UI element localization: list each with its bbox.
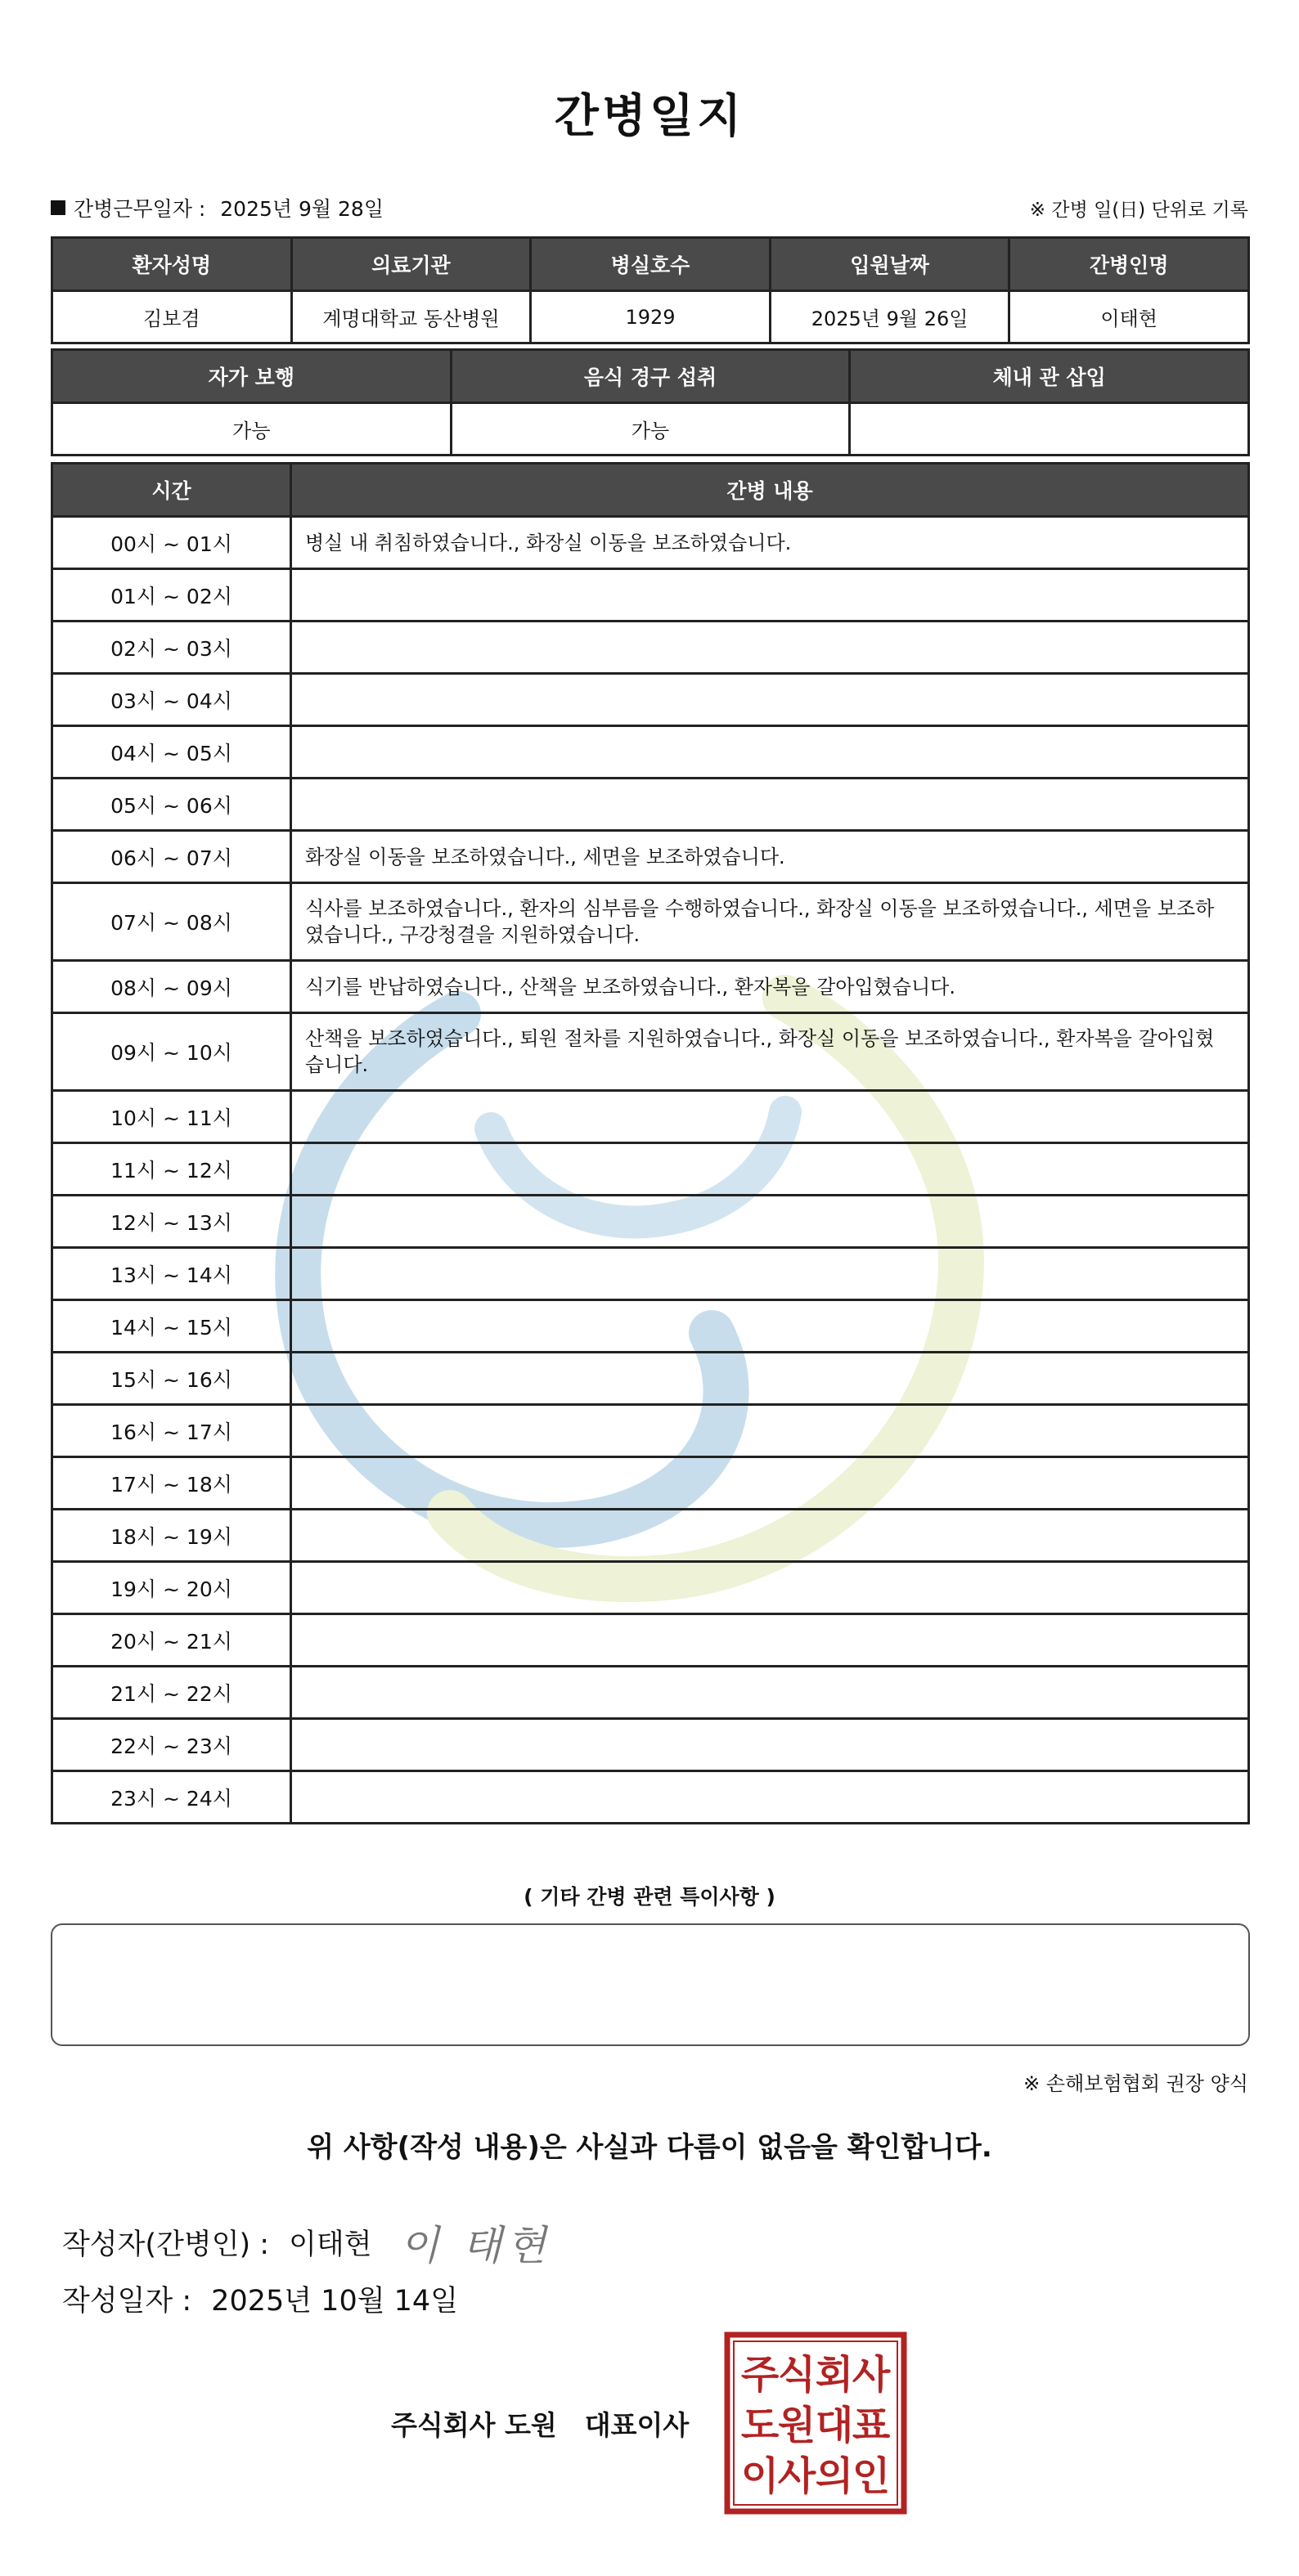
log-time-cell: 14시 ~ 15시 <box>52 1300 291 1353</box>
log-row <box>52 517 1249 569</box>
log-content-cell <box>291 1667 1249 1719</box>
log-row <box>52 1614 1249 1667</box>
page-title: 간병일지 <box>554 90 745 143</box>
daily-record-note: ※ 간병 일(日) 단위로 기록 <box>1029 200 1248 221</box>
work-date-label: 간병근무일자 : <box>74 197 206 221</box>
log-row <box>52 622 1249 674</box>
special-notes-box <box>51 1923 1250 2046</box>
log-row <box>52 1405 1249 1457</box>
log-time-cell: 12시 ~ 13시 <box>52 1196 291 1248</box>
log-content-cell <box>291 1091 1249 1143</box>
svg-text:사: 사 <box>852 2352 891 2398</box>
log-content-cell: 식사를 보조하였습니다., 환자의 심부름을 수행하였습니다., 화장실 이동을 보조하였습니다., 세면을 보조하였습니다., 구강청결을 지원하였습니다. <box>291 883 1249 961</box>
log-time-cell: 23시 ~ 24시 <box>52 1771 291 1824</box>
handwritten-signature: 이 태현 <box>399 2222 551 2269</box>
log-time-cell: 06시 ~ 07시 <box>52 831 291 883</box>
company-name: 주식회사 도원 <box>391 2409 557 2441</box>
log-time-cell: 00시 ~ 01시 <box>52 517 291 569</box>
log-row <box>52 1143 1249 1196</box>
log-time-cell: 15시 ~ 16시 <box>52 1353 291 1405</box>
special-notes-title: ( 기타 간병 관련 특이사항 ) <box>524 1885 775 1909</box>
header-self-walking: 자가 보행 <box>52 350 452 403</box>
log-time-cell: 19시 ~ 20시 <box>52 1562 291 1614</box>
header-care-content: 간병 내용 <box>291 464 1249 517</box>
patient-info-header-row <box>52 238 1249 291</box>
log-row <box>52 726 1249 779</box>
log-content-cell <box>291 1353 1249 1405</box>
log-time-cell: 09시 ~ 10시 <box>52 1013 291 1091</box>
status-header-row <box>52 350 1249 403</box>
log-row <box>52 779 1249 831</box>
log-time-cell: 13시 ~ 14시 <box>52 1248 291 1300</box>
written-date-label: 작성일자 : <box>62 2285 192 2318</box>
log-content-cell <box>291 1143 1249 1196</box>
svg-text:대: 대 <box>815 2403 854 2448</box>
log-row <box>52 1771 1249 1824</box>
svg-text:도: 도 <box>740 2403 780 2448</box>
log-time-cell: 16시 ~ 17시 <box>52 1405 291 1457</box>
header-time: 시간 <box>52 464 291 517</box>
log-content-cell: 식기를 반납하였습니다., 산책을 보조하였습니다., 환자복을 갈아입혔습니다. <box>291 961 1249 1013</box>
log-row <box>52 1013 1249 1091</box>
written-date-value: 2025년 10월 14일 <box>211 2285 458 2318</box>
log-content-cell <box>291 1510 1249 1562</box>
company-line <box>391 2404 689 2443</box>
log-row <box>52 883 1249 961</box>
log-row <box>52 1196 1249 1248</box>
log-content-cell <box>291 1614 1249 1667</box>
log-row <box>52 674 1249 726</box>
writer-label: 작성자(간병인) : <box>62 2228 270 2261</box>
svg-text:주: 주 <box>740 2352 780 2398</box>
patient-info-table <box>51 236 1250 344</box>
log-content-cell <box>291 1562 1249 1614</box>
log-time-cell: 04시 ~ 05시 <box>52 726 291 779</box>
header-tube-insertion: 체내 관 삽입 <box>850 350 1249 403</box>
log-content-cell <box>291 1405 1249 1457</box>
header-caregiver-name: 간병인명 <box>1009 238 1249 291</box>
confirmation-statement: 위 사항(작성 내용)은 사실과 다름이 없음을 확인합니다. <box>307 2131 992 2164</box>
svg-text:식: 식 <box>777 2352 816 2398</box>
log-row <box>52 961 1249 1013</box>
svg-text:사: 사 <box>777 2453 816 2499</box>
log-content-cell: 산책을 보조하였습니다., 퇴원 절차를 지원하였습니다., 화장실 이동을 보조하였습니다., 환자복을 갈아입혔습니다. <box>291 1013 1249 1091</box>
log-row <box>52 1248 1249 1300</box>
caregiver-name: 이태현 <box>1009 291 1249 343</box>
log-content-cell: 병실 내 취침하였습니다., 화장실 이동을 보조하였습니다. <box>291 517 1249 569</box>
header-admission-date: 입원날짜 <box>770 238 1009 291</box>
header-hospital: 의료기관 <box>291 238 531 291</box>
log-time-cell: 20시 ~ 21시 <box>52 1614 291 1667</box>
svg-text:원: 원 <box>777 2403 816 2448</box>
log-row <box>52 1300 1249 1353</box>
svg-text:표: 표 <box>852 2403 891 2448</box>
care-log-header-row <box>52 464 1249 517</box>
log-time-cell: 01시 ~ 02시 <box>52 569 291 622</box>
patient-name: 김보겸 <box>52 291 292 343</box>
form-source-note: ※ 손해보험협회 권장 양식 <box>1023 2072 1248 2095</box>
log-content-cell <box>291 1771 1249 1824</box>
log-content-cell <box>291 1719 1249 1771</box>
representative-title: 대표이사 <box>584 2409 690 2441</box>
company-seal-stamp <box>723 2331 908 2515</box>
log-time-cell: 21시 ~ 22시 <box>52 1667 291 1719</box>
log-time-cell: 10시 ~ 11시 <box>52 1091 291 1143</box>
admission-date: 2025년 9월 26일 <box>770 291 1009 343</box>
patient-status-table <box>51 348 1250 456</box>
log-content-cell <box>291 1457 1249 1510</box>
work-date-value: 2025년 9월 28일 <box>220 197 384 221</box>
log-row <box>52 1457 1249 1510</box>
log-row <box>52 831 1249 883</box>
log-time-cell: 18시 ~ 19시 <box>52 1510 291 1562</box>
hospital-name: 계명대학교 동산병원 <box>291 291 531 343</box>
log-time-cell: 07시 ~ 08시 <box>52 883 291 961</box>
log-content-cell <box>291 1300 1249 1353</box>
writer-line <box>62 2213 551 2272</box>
log-time-cell: 22시 ~ 23시 <box>52 1719 291 1771</box>
writer-name: 이태현 <box>289 2228 372 2261</box>
care-log-body <box>52 517 1249 1824</box>
header-patient-name: 환자성명 <box>52 238 292 291</box>
header-room-number: 병실호수 <box>531 238 771 291</box>
header-oral-intake: 음식 경구 섭취 <box>451 350 850 403</box>
written-date-line <box>62 2278 458 2319</box>
log-time-cell: 02시 ~ 03시 <box>52 622 291 674</box>
log-row <box>52 1719 1249 1771</box>
svg-text:이: 이 <box>740 2453 780 2499</box>
log-time-cell: 08시 ~ 09시 <box>52 961 291 1013</box>
log-row <box>52 1667 1249 1719</box>
log-row <box>52 1510 1249 1562</box>
log-content-cell <box>291 1196 1249 1248</box>
log-content-cell <box>291 674 1249 726</box>
bullet-square-icon <box>51 200 65 215</box>
svg-text:회: 회 <box>815 2352 854 2398</box>
room-number: 1929 <box>531 291 771 343</box>
log-time-cell: 03시 ~ 04시 <box>52 674 291 726</box>
log-row <box>52 569 1249 622</box>
log-time-cell: 11시 ~ 12시 <box>52 1143 291 1196</box>
log-time-cell: 05시 ~ 06시 <box>52 779 291 831</box>
log-row <box>52 1562 1249 1614</box>
work-date-line <box>51 193 384 222</box>
log-content-cell <box>291 1248 1249 1300</box>
log-content-cell <box>291 726 1249 779</box>
oral-intake-value: 가능 <box>451 403 850 456</box>
care-log-table <box>51 462 1250 1824</box>
log-content-cell: 화장실 이동을 보조하였습니다., 세면을 보조하였습니다. <box>291 831 1249 883</box>
patient-info-value-row <box>52 291 1249 343</box>
svg-text:인: 인 <box>852 2453 891 2499</box>
self-walking-value: 가능 <box>52 403 452 456</box>
log-content-cell <box>291 779 1249 831</box>
tube-insertion-value <box>850 403 1249 456</box>
svg-text:의: 의 <box>815 2453 854 2499</box>
log-row <box>52 1353 1249 1405</box>
log-time-cell: 17시 ~ 18시 <box>52 1457 291 1510</box>
log-content-cell <box>291 622 1249 674</box>
status-value-row <box>52 403 1249 456</box>
log-row <box>52 1091 1249 1143</box>
log-content-cell <box>291 569 1249 622</box>
